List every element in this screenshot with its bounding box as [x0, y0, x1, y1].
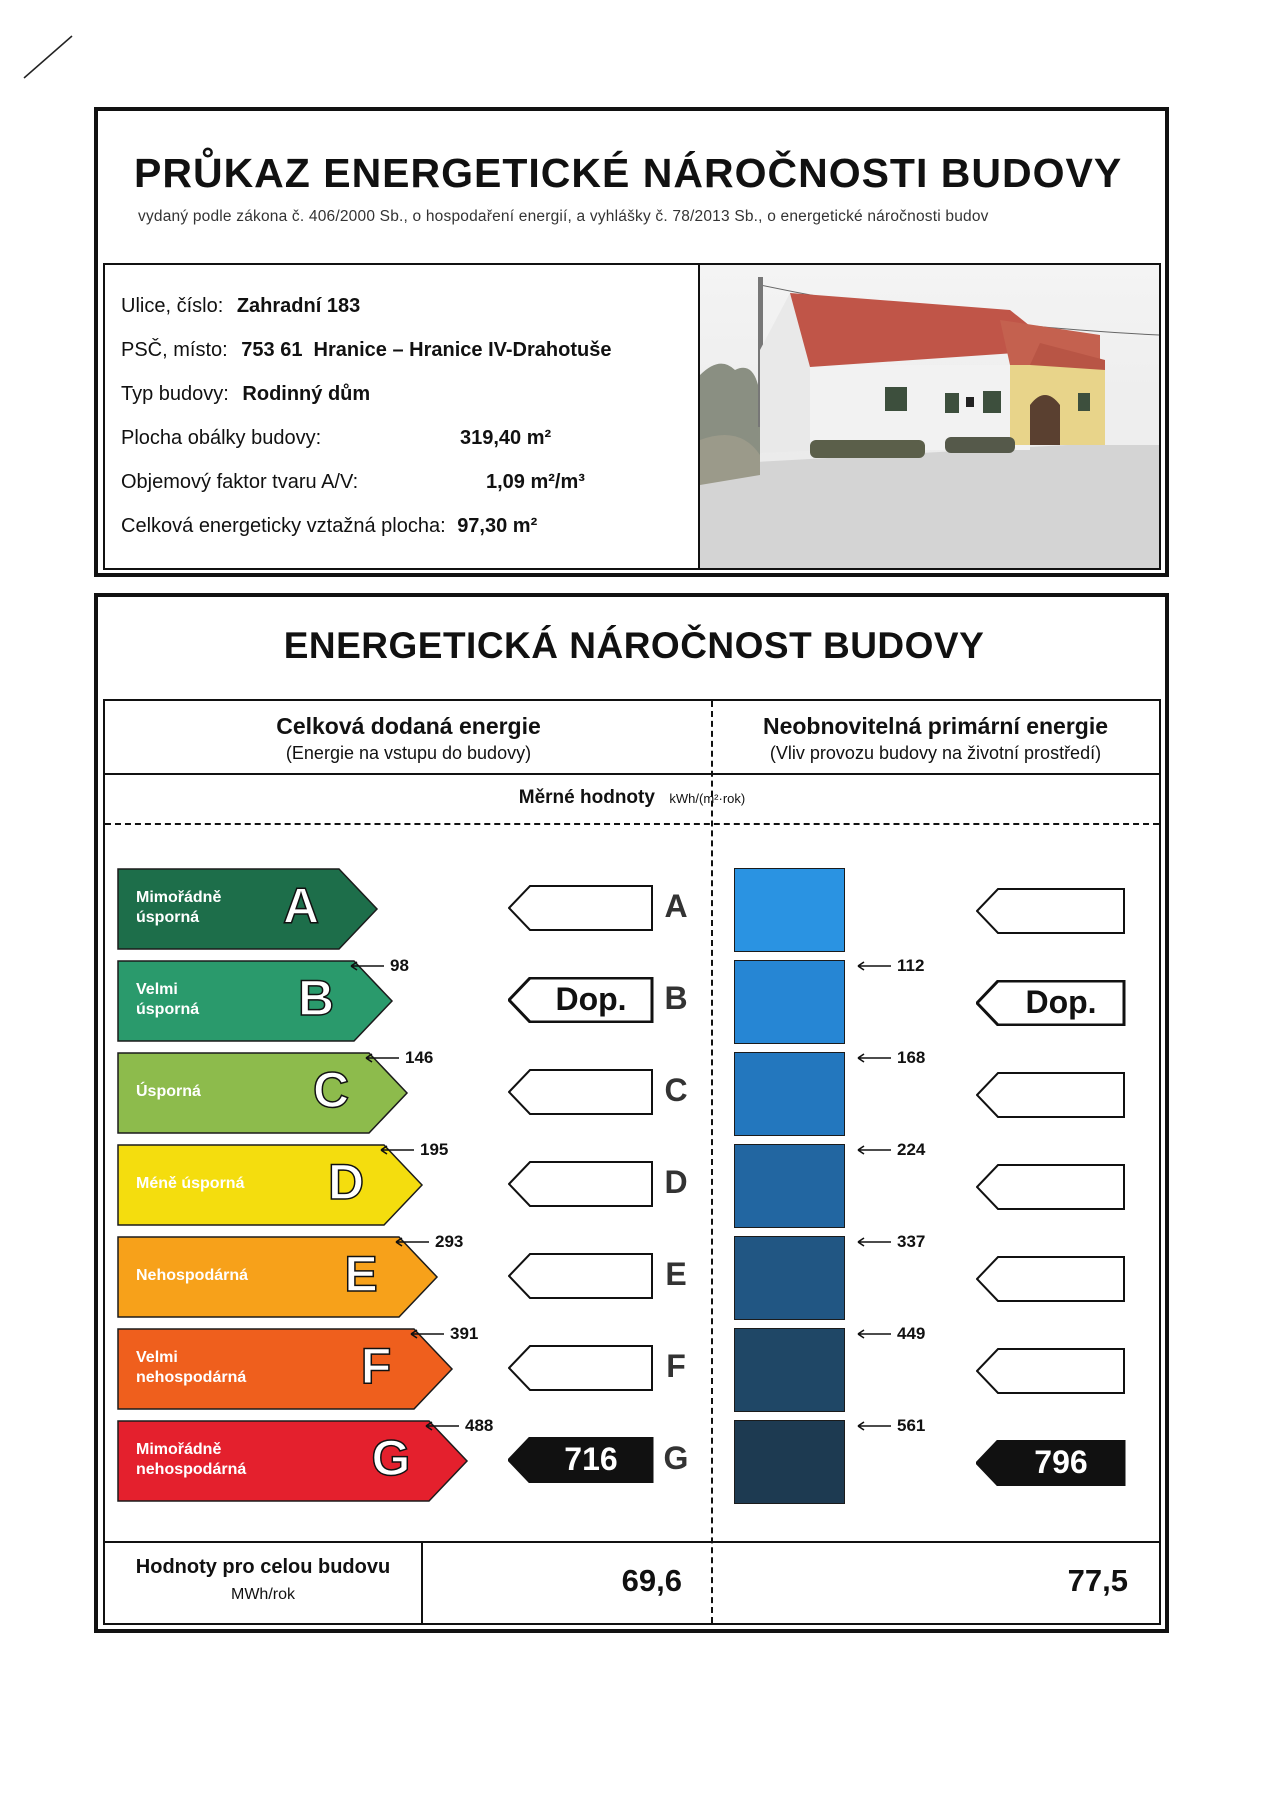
envelope-row [121, 427, 321, 450]
right-threshold-value: 449 [897, 1324, 926, 1343]
primary-energy-scale-b [734, 960, 845, 1044]
left-side-letter-g: G [663, 1440, 689, 1476]
right-threshold-arrow [857, 1420, 893, 1432]
right-threshold-arrow [857, 1052, 893, 1064]
building-type-row [121, 383, 370, 406]
primary-energy-scale-g [734, 1420, 845, 1504]
left-side-letter-e: E [665, 1256, 687, 1292]
class-letter-a: A [282, 878, 320, 934]
envelope-label: Plocha obálky budovy: [121, 427, 322, 449]
reference-area-label: Celková energeticky vztažná plocha: [121, 515, 446, 537]
certificate-subtitle: vydaný podle zákona č. 406/2000 Sb., o hospodaření energií, a vyhlášky č. 78/2013 Sb., o energetické náročnosti budov [138, 208, 989, 225]
left-threshold-value: 146 [405, 1048, 434, 1067]
specific-values-label: Měrné hodnoty [518, 787, 655, 808]
postal-label: PSČ, místo: [121, 339, 228, 361]
class-label-a: Mimořádně úsporná [136, 889, 222, 926]
left-threshold-value: 293 [435, 1232, 464, 1251]
pen-mark [20, 30, 80, 90]
right-threshold-value: 337 [897, 1232, 926, 1251]
column-divider [711, 701, 713, 1623]
class-letter-f: F [360, 1338, 392, 1394]
left-threshold-value: 195 [420, 1140, 449, 1159]
shape-factor-value: 1,09 m²/m³ [486, 471, 585, 493]
left-threshold-value: 488 [465, 1416, 494, 1435]
building-type-label: Typ budovy: [121, 383, 229, 405]
right-marker-g-text: 796 [1034, 1444, 1088, 1480]
right-threshold-arrow [857, 1328, 893, 1340]
left-marker-e [508, 1253, 654, 1299]
right-marker-a [976, 888, 1126, 934]
right-threshold-arrow [857, 960, 893, 972]
left-marker-d [508, 1161, 654, 1207]
totals-label: Hodnoty pro celou budovu [135, 1556, 391, 1578]
class-label-e: Nehospodárná [136, 1267, 249, 1284]
right-marker-b-text: Dop. [1025, 984, 1097, 1020]
specific-values-row [105, 787, 1159, 809]
left-threshold-value: 391 [450, 1324, 479, 1343]
primary-energy-scale-e [734, 1236, 845, 1320]
right-marker-e [976, 1256, 1126, 1302]
class-letter-g: G [371, 1430, 411, 1486]
right-marker-d [976, 1164, 1126, 1210]
class-letter-b: B [297, 970, 335, 1026]
building-photo [698, 263, 1161, 570]
street-value: Zahradní 183 [236, 295, 361, 317]
primary-energy-scale-c [734, 1052, 845, 1136]
left-side-letter-d: D [664, 1164, 688, 1200]
total-primary-energy: 77,5 [1067, 1563, 1128, 1598]
right-column-subheading: (Vliv provozu budovy na životní prostředí) [769, 743, 1102, 763]
right-threshold-value: 561 [897, 1416, 926, 1435]
left-side-letter-b: B [664, 980, 688, 1016]
right-marker-f [976, 1348, 1126, 1394]
street-row [121, 295, 360, 318]
totals-unit: MWh/rok [231, 1586, 295, 1603]
left-marker-g-text: 716 [564, 1441, 618, 1477]
postal-value: 753 61 Hranice – Hranice IV-Drahotuše [241, 339, 612, 361]
reference-area-row [121, 515, 537, 538]
reference-area-value: 97,30 m² [457, 515, 538, 537]
certificate-title: PRŮKAZ ENERGETICKÉ NÁROČNOSTI BUDOVY [134, 150, 1123, 196]
class-label-c: Úsporná [136, 1083, 201, 1100]
totals-label-divider [421, 1542, 423, 1623]
left-side-letter-c: C [664, 1072, 688, 1108]
right-column-heading: Neobnovitelná primární energie [762, 713, 1109, 739]
left-threshold-arrow [425, 1420, 461, 1432]
left-threshold-arrow [365, 1052, 401, 1064]
left-threshold-arrow [350, 960, 386, 972]
class-label-b: Velmi úsporná [136, 981, 200, 1018]
right-threshold-value: 112 [897, 956, 925, 975]
class-letter-d: D [327, 1154, 365, 1210]
postal-row [121, 339, 611, 362]
left-threshold-arrow [380, 1144, 416, 1156]
right-threshold-arrow [857, 1236, 893, 1248]
left-marker-f [508, 1345, 654, 1391]
right-threshold-value: 224 [897, 1140, 926, 1159]
class-label-f: Velmi nehospodárná [136, 1349, 247, 1386]
primary-energy-scale-f [734, 1328, 845, 1412]
right-marker-c [976, 1072, 1126, 1118]
heading-divider [105, 773, 1159, 775]
left-threshold-arrow [410, 1328, 446, 1340]
primary-energy-scale-a [734, 868, 845, 952]
left-marker-a [508, 885, 654, 931]
left-threshold-arrow [395, 1236, 431, 1248]
building-type-value: Rodinný dům [242, 383, 371, 405]
left-side-letter-f: F [666, 1348, 686, 1384]
left-marker-c [508, 1069, 654, 1115]
class-label-g: Mimořádně nehospodárná [136, 1441, 247, 1478]
left-column-subheading: (Energie na vstupu do budovy) [285, 743, 532, 763]
left-marker-b-text: Dop. [555, 981, 627, 1017]
shape-factor-label: Objemový faktor tvaru A/V: [121, 471, 359, 493]
right-threshold-value: 168 [897, 1048, 926, 1067]
class-label-d: Méně úsporná [136, 1175, 245, 1192]
total-delivered-energy: 69,6 [621, 1563, 682, 1598]
left-threshold-value: 98 [390, 956, 409, 975]
primary-energy-scale-d [734, 1144, 845, 1228]
left-side-letter-a: A [664, 888, 688, 924]
specific-values-unit: kWh/(m²·rok) [669, 791, 746, 806]
shape-factor-row [121, 471, 358, 494]
class-letter-e: E [344, 1246, 378, 1302]
left-column-heading: Celková dodaná energie [276, 713, 541, 739]
class-letter-c: C [312, 1062, 350, 1118]
right-threshold-arrow [857, 1144, 893, 1156]
rating-title: ENERGETICKÁ NÁROČNOST BUDOVY [283, 625, 985, 666]
envelope-value: 319,40 m² [460, 427, 552, 449]
totals-divider [105, 1541, 1159, 1543]
street-label: Ulice, číslo: [121, 295, 224, 317]
specific-divider [105, 823, 1159, 825]
